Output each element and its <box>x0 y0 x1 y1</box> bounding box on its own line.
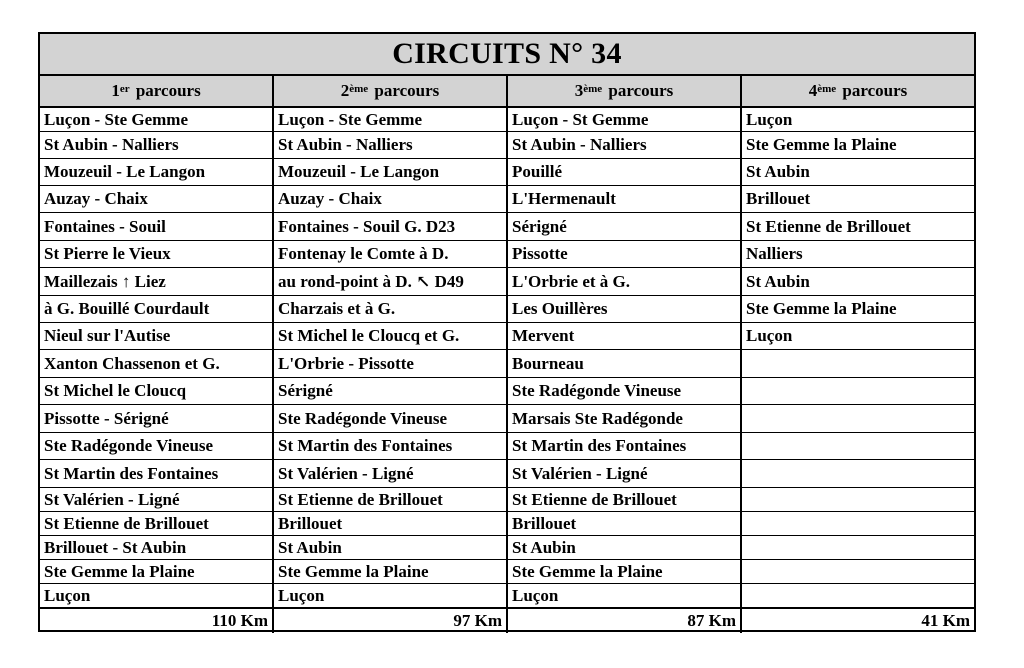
header-num: 4 <box>808 81 818 100</box>
route-cell: St Michel le Cloucq <box>40 378 272 405</box>
route-cell: Ste Gemme la Plaine <box>742 132 974 159</box>
route-cell: Luçon - Ste Gemme <box>274 108 506 132</box>
route-cell: Bourneau <box>508 350 740 378</box>
route-cell: L'Hermenault <box>508 186 740 213</box>
route-cell: Charzais et à G. <box>274 296 506 323</box>
route-cell: St Valérien - Ligné <box>274 460 506 488</box>
route-cell: Ste Radégonde Vineuse <box>274 405 506 433</box>
header-row <box>40 76 974 108</box>
route-cell: Ste Gemme la Plaine <box>274 560 506 584</box>
header-parcours-1 <box>40 76 274 106</box>
header-num: 1 <box>111 81 120 100</box>
route-cell <box>742 433 974 460</box>
route-cell: Ste Radégonde Vineuse <box>508 378 740 405</box>
route-cell: St Aubin <box>508 536 740 560</box>
header-num: 2 <box>340 81 350 100</box>
route-cell: St Etienne de Brillouet <box>274 488 506 512</box>
route-cell: St Pierre le Vieux <box>40 241 272 268</box>
route-cell: Brillouet <box>274 512 506 536</box>
route-cell: Marsais Ste Radégonde <box>508 405 740 433</box>
column-parcours-2 <box>274 108 508 608</box>
route-cell: St Aubin - Nalliers <box>274 132 506 159</box>
route-cell: Luçon - St Gemme <box>508 108 740 132</box>
route-cell: Luçon <box>742 323 974 350</box>
route-cell: Mouzeuil - Le Langon <box>40 159 272 186</box>
header-word: parcours <box>608 81 674 100</box>
route-cell: Luçon <box>742 108 974 132</box>
route-cell: Mouzeuil - Le Langon <box>274 159 506 186</box>
route-cell: Ste Gemme la Plaine <box>508 560 740 584</box>
route-cell: St Martin des Fontaines <box>40 460 272 488</box>
route-cell: Brillouet <box>742 186 974 213</box>
header-parcours-2 <box>274 76 508 106</box>
route-cell: Luçon <box>274 584 506 608</box>
route-cell: Fontaines - Souil G. D23 <box>274 213 506 241</box>
column-parcours-1 <box>40 108 274 608</box>
route-cell: Luçon - Ste Gemme <box>40 108 272 132</box>
route-cell: Brillouet <box>508 512 740 536</box>
route-cell <box>742 405 974 433</box>
route-cell: à G. Bouillé Courdault <box>40 296 272 323</box>
route-cell: Maillezais ↑ Liez <box>40 268 272 296</box>
route-cell: St Aubin - Nalliers <box>40 132 272 159</box>
route-cell: L'Orbrie et à G. <box>508 268 740 296</box>
route-cell: Pouillé <box>508 159 740 186</box>
total-distance-3: 87 Km <box>508 609 742 633</box>
total-distance-2: 97 Km <box>274 609 508 633</box>
route-cell: St Valérien - Ligné <box>40 488 272 512</box>
route-cell: St Aubin <box>742 268 974 296</box>
route-cell: Ste Gemme la Plaine <box>742 296 974 323</box>
route-cell: L'Orbrie - Pissotte <box>274 350 506 378</box>
route-cell: St Aubin <box>742 159 974 186</box>
route-cell: St Etienne de Brillouet <box>742 213 974 241</box>
route-cell: Sérigné <box>508 213 740 241</box>
route-cell: Nieul sur l'Autise <box>40 323 272 350</box>
header-word: parcours <box>135 81 201 100</box>
total-distance-4: 41 Km <box>921 611 970 630</box>
route-cell: Ste Gemme la Plaine <box>40 560 272 584</box>
route-cell: Luçon <box>40 584 272 608</box>
page-title: CIRCUITS N° 34 <box>40 34 974 76</box>
route-cell: St Etienne de Brillouet <box>508 488 740 512</box>
header-num: 3 <box>574 81 584 100</box>
route-cell: Fontenay le Comte à D. <box>274 241 506 268</box>
route-cell: Pissotte <box>508 241 740 268</box>
totals-row <box>40 608 974 633</box>
route-cell: St Etienne de Brillouet <box>40 512 272 536</box>
route-columns <box>40 108 974 608</box>
header-sup: ème <box>817 83 837 95</box>
header-parcours-3 <box>508 76 742 106</box>
header-word: parcours <box>374 81 440 100</box>
route-cell: Xanton Chassenon et G. <box>40 350 272 378</box>
route-cell: Fontaines - Souil <box>40 213 272 241</box>
route-cell <box>742 560 974 584</box>
total-distance-1: 110 Km <box>40 609 274 633</box>
route-cell: St Aubin - Nalliers <box>508 132 740 159</box>
header-sup: ème <box>349 83 369 95</box>
circuits-table <box>38 32 976 632</box>
route-cell: Sérigné <box>274 378 506 405</box>
header-sup: er <box>119 83 130 95</box>
header-sup: ème <box>583 83 603 95</box>
route-cell: Auzay - Chaix <box>40 186 272 213</box>
route-cell <box>742 378 974 405</box>
column-parcours-4 <box>742 108 974 608</box>
route-cell: St Michel le Cloucq et G. <box>274 323 506 350</box>
route-cell: Ste Radégonde Vineuse <box>40 433 272 460</box>
route-cell: St Martin des Fontaines <box>508 433 740 460</box>
header-word: parcours <box>842 81 908 100</box>
route-cell: Nalliers <box>742 241 974 268</box>
route-cell: St Valérien - Ligné <box>508 460 740 488</box>
route-cell: St Martin des Fontaines <box>274 433 506 460</box>
route-cell: St Aubin <box>274 536 506 560</box>
route-cell: Luçon <box>508 584 740 608</box>
route-cell: au rond-point à D. ↖ D49 <box>274 268 506 296</box>
route-cell <box>742 350 974 378</box>
header-parcours-4 <box>742 76 974 106</box>
route-cell: Brillouet - St Aubin <box>40 536 272 560</box>
route-cell: Mervent <box>508 323 740 350</box>
route-cell: Les Ouillères <box>508 296 740 323</box>
route-cell <box>742 536 974 560</box>
column-parcours-3 <box>508 108 742 608</box>
route-cell <box>742 488 974 512</box>
route-cell <box>742 584 974 608</box>
route-cell <box>742 512 974 536</box>
route-cell: Pissotte - Sérigné <box>40 405 272 433</box>
route-cell <box>742 460 974 488</box>
route-cell: Auzay - Chaix <box>274 186 506 213</box>
